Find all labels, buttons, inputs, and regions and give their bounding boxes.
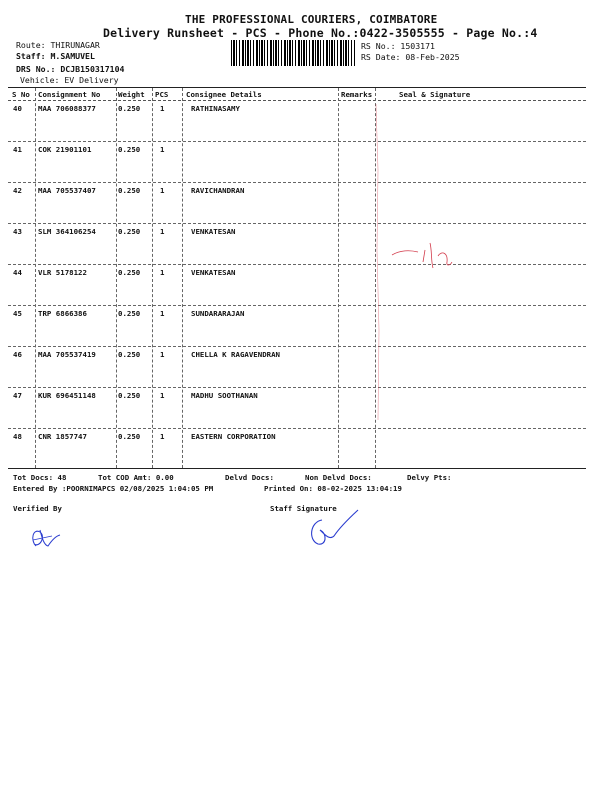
total-cod-amount: Tot COD Amt: 0.00 <box>98 473 174 482</box>
column-header-seal: Seal & Signature <box>399 90 471 99</box>
total-docs: Tot Docs: 48 <box>13 473 67 482</box>
row-consignee: VENKATESAN <box>191 227 236 236</box>
row-pcs: 1 <box>160 391 165 400</box>
row-sno: 41 <box>13 145 22 154</box>
row-consignment: CNR 1857747 <box>38 432 87 441</box>
row-weight: 0.250 <box>118 186 141 195</box>
row-sno: 45 <box>13 309 22 318</box>
row-consignment: MAA 705537419 <box>38 350 96 359</box>
row-sno: 43 <box>13 227 22 236</box>
company-name: THE PROFESSIONAL COURIERS, COIMBATORE <box>185 13 438 26</box>
row-sno: 40 <box>13 104 22 113</box>
row-consignment: COK 21901101 <box>38 145 92 154</box>
staff-label: Staff: M.SAMUVEL <box>16 51 95 61</box>
row-consignee: MADHU SOOTHANAN <box>191 391 258 400</box>
row-consignment: MAA 706088377 <box>38 104 96 113</box>
row-consignee: RAVICHANDRAN <box>191 186 245 195</box>
column-header-weight: Weight <box>118 90 145 99</box>
row-sno: 48 <box>13 432 22 441</box>
row-pcs: 1 <box>160 268 165 277</box>
drs-number: DRS No.: DCJB150317104 <box>16 64 125 74</box>
delivery-points: Delvy Pts: <box>407 473 452 482</box>
row-weight: 0.250 <box>118 227 141 236</box>
printed-on: Printed On: 08-02-2025 13:04:19 <box>264 484 402 493</box>
route-label: Route: THIRUNAGAR <box>16 40 100 50</box>
row-pcs: 1 <box>160 186 165 195</box>
row-consignment: TRP 6866386 <box>38 309 87 318</box>
column-header-pcs: PCS <box>155 90 169 99</box>
row-consignee: CHELLA K RAGAVENDRAN <box>191 350 280 359</box>
row-sno: 46 <box>13 350 22 359</box>
rs-number: RS No.: 1503171 <box>361 41 435 51</box>
row-consignment: VLR 5178122 <box>38 268 87 277</box>
row-pcs: 1 <box>160 309 165 318</box>
row-weight: 0.250 <box>118 145 141 154</box>
rs-date: RS Date: 08-Feb-2025 <box>361 52 460 62</box>
delivered-docs: Delvd Docs: <box>225 473 274 482</box>
row-pcs: 1 <box>160 145 165 154</box>
column-header-sno: S No <box>12 90 30 99</box>
row-weight: 0.250 <box>118 268 141 277</box>
column-header-remarks: Remarks <box>341 90 373 99</box>
row-pcs: 1 <box>160 227 165 236</box>
staff-signature-label: Staff Signature <box>270 504 337 513</box>
column-header-consignee: Consignee Details <box>186 90 262 99</box>
row-sno: 47 <box>13 391 22 400</box>
column-header-consignment: Consignment No <box>38 90 101 99</box>
row-sno: 42 <box>13 186 22 195</box>
row-pcs: 1 <box>160 350 165 359</box>
page-title: Delivery Runsheet - PCS - Phone No.:0422-3505555 - Page No.:4 <box>103 26 538 40</box>
row-weight: 0.250 <box>118 104 141 113</box>
row-consignment: SLM 364106254 <box>38 227 96 236</box>
verified-by-label: Verified By <box>13 504 62 513</box>
row-consignee: SUNDARARAJAN <box>191 309 245 318</box>
row-weight: 0.250 <box>118 391 141 400</box>
row-pcs: 1 <box>160 432 165 441</box>
row-weight: 0.250 <box>118 432 141 441</box>
row-consignment: MAA 705537407 <box>38 186 96 195</box>
vehicle-label: Vehicle: EV Delivery <box>20 75 119 85</box>
row-weight: 0.250 <box>118 309 141 318</box>
row-consignee: EASTERN CORPORATION <box>191 432 276 441</box>
row-weight: 0.250 <box>118 350 141 359</box>
entered-by: Entered By :POORNIMAPCS 02/08/2025 1:04:05 PM <box>13 484 214 493</box>
row-consignee: RATHINASAMY <box>191 104 240 113</box>
row-pcs: 1 <box>160 104 165 113</box>
non-delivered-docs: Non Delvd Docs: <box>305 473 372 482</box>
row-sno: 44 <box>13 268 22 277</box>
row-consignee: VENKATESAN <box>191 268 236 277</box>
row-consignment: KUR 696451148 <box>38 391 96 400</box>
